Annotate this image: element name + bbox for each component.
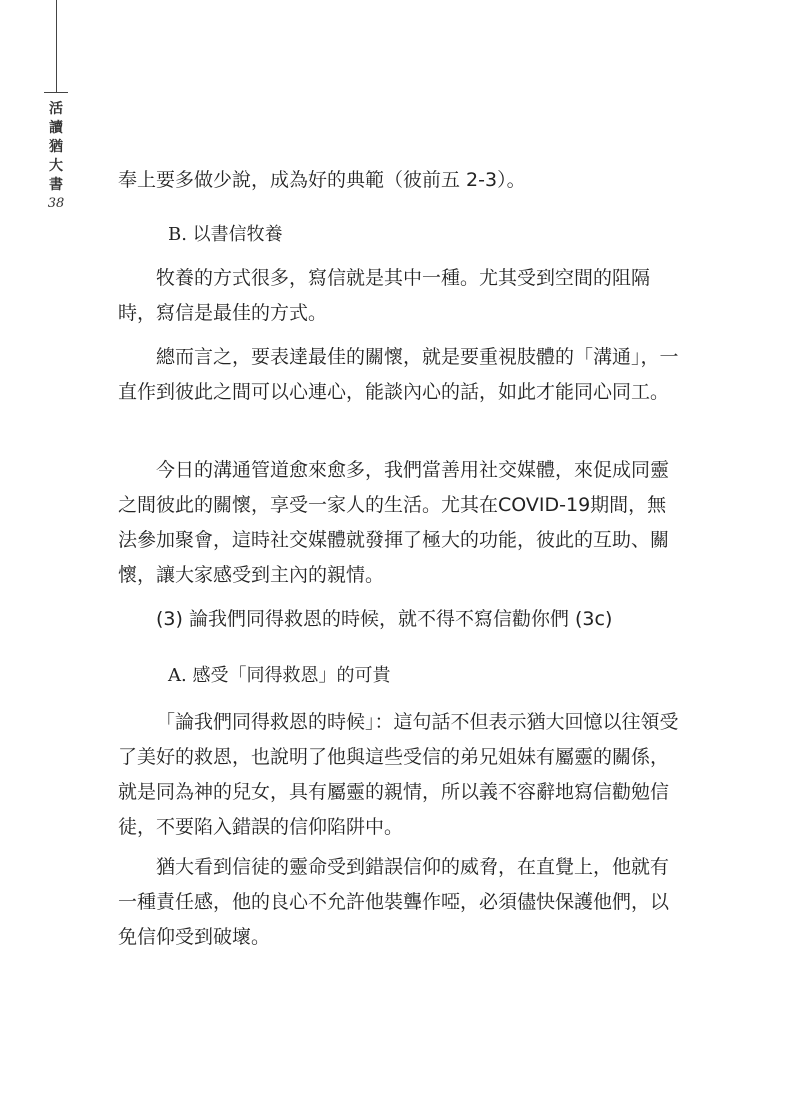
running-title-char: 活 — [49, 101, 63, 117]
margin-rule — [56, 0, 57, 92]
running-title-char: 猶 — [49, 139, 63, 155]
paragraph: 牧養的方式很多，寫信就是其中一種。尤其受到空間的阻隔時，寫信是最佳的方式。 — [118, 267, 651, 324]
running-title-char: 大 — [49, 158, 63, 174]
heading-b: B. 以書信牧養 — [168, 224, 283, 245]
running-title — [48, 100, 64, 195]
running-title-char: 書 — [49, 177, 63, 193]
paragraph: 猶大看到信徒的靈命受到錯誤信仰的威脅，在直覺上，他就有一種責任感，他的良心不允許他裝聾作啞，必須儘快保護他們，以免信仰受到破壞。 — [118, 856, 670, 948]
heading-a: A. 感受「同得救恩」的可貴 — [168, 665, 391, 686]
paragraph: 「論我們同得救恩的時候」：這句話不但表示猶大回憶以往領受了美好的救恩，也說明了他與這些受信的弟兄姐妹有屬靈的關係，就是同為神的兒女，具有屬靈的親情，所以義不容辭地寫信勸勉信徒，不要陷入錯誤的信仰陷阱中。 — [118, 711, 679, 838]
page-number: 38 — [47, 196, 65, 211]
paragraph: 總而言之，要表達最佳的關懷，就是要重視肢體的「溝通」，一直作到彼此之間可以心連心，能談內心的話，如此才能同心同工。 — [118, 346, 679, 403]
section-heading-3: (3) 論我們同得救恩的時候，就不得不寫信勸你們 (3c) — [156, 608, 613, 630]
running-title-char: 讀 — [49, 120, 63, 136]
margin-rule-tick — [44, 92, 68, 93]
paragraph: 今日的溝通管道愈來愈多，我們當善用社交媒體，來促成同靈之間彼此的關懷，享受一家人的生活。尤其在COVID-19期間，無法參加聚會，這時社交媒體就發揮了極大的功能，彼此的互助、關懷，讓大家感受到主內的親情。 — [118, 459, 670, 586]
paragraph-continuation: 奉上要多做少說，成為好的典範（彼前五 2-3）。 — [118, 169, 526, 191]
